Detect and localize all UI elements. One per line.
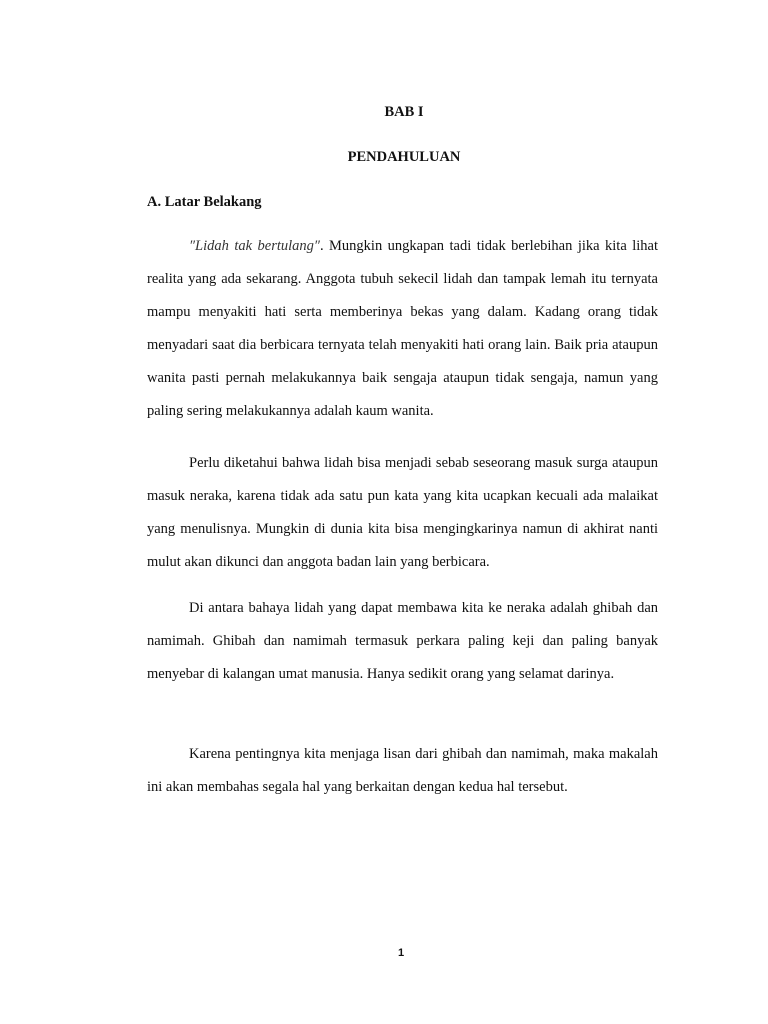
chapter-title: PENDAHULUAN bbox=[347, 149, 461, 165]
paragraph-1 bbox=[147, 230, 658, 428]
page-number: 1 bbox=[397, 947, 405, 959]
paragraph-2: Perlu diketahui bahwa lidah bisa menjadi sebab seseorang masuk surga ataupun masuk neraka, karena tidak ada satu pun kata yang kita ucapkan kecuali ada malaikat yang menulisnya. Mungkin di dunia kita bisa mengingkarinya namun di akhirat nanti mulut akan dikunci dan anggota badan lain yang berbicara. bbox=[147, 455, 658, 570]
paragraph-4: Karena pentingnya kita menjaga lisan dari ghibah dan namimah, maka makalah ini akan membahas segala hal yang berkaitan dengan kedua hal tersebut. bbox=[147, 746, 658, 795]
section-heading: A. Latar Belakang bbox=[147, 194, 262, 210]
quoted-phrase: ″Lidah tak bertulang″ bbox=[189, 238, 320, 254]
chapter-number: BAB I bbox=[384, 104, 424, 120]
paragraph-1-text: . Mungkin ungkapan tadi tidak berlebihan jika kita lihat realita yang ada sekarang. Anggota tubuh sekecil lidah dan tampak lemah itu ternyata mampu menyakiti hati serta memberinya bekas yang dalam. Kadang orang tidak menyadari saat dia berbicara ternyata telah menyakiti hati orang lain. Baik pria ataupun wanita pasti pernah melakukannya baik sengaja ataupun tidak sengaja, namun yang paling sering melakukannya adalah kaum wanita. bbox=[147, 238, 658, 419]
paragraph-3: Di antara bahaya lidah yang dapat membawa kita ke neraka adalah ghibah dan namimah. Ghibah dan namimah termasuk perkara paling keji dan paling banyak menyebar di kalangan umat manusia. Hanya sedikit orang yang selamat darinya. bbox=[147, 600, 658, 682]
